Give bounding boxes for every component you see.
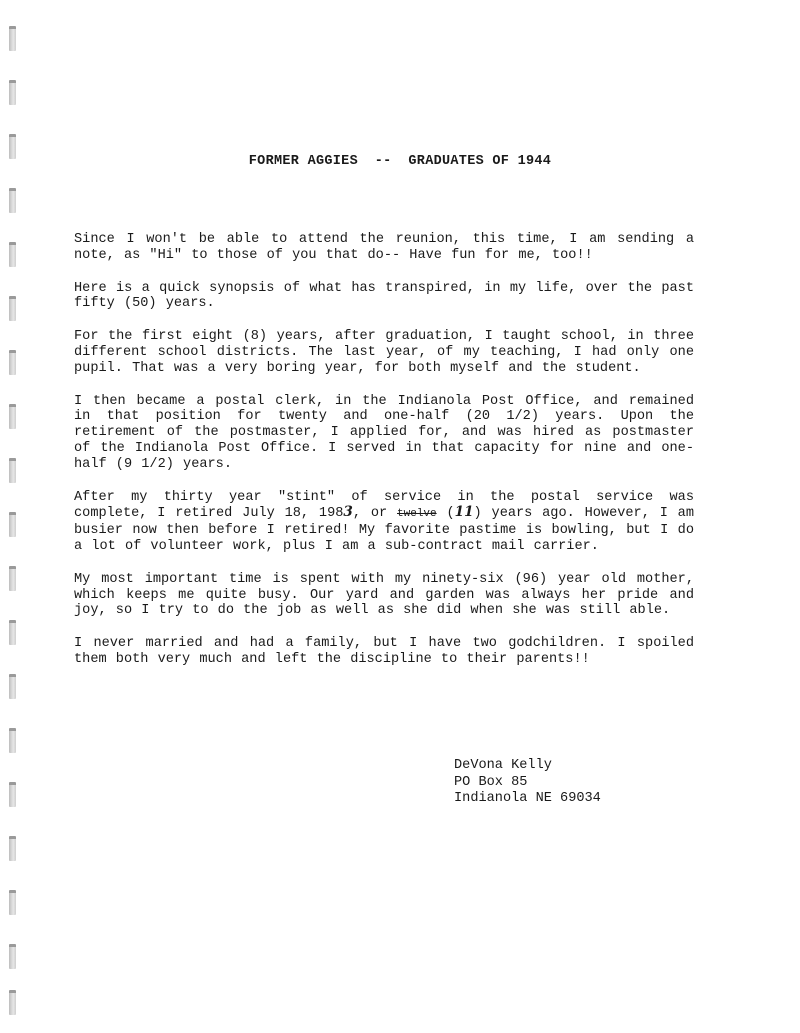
signature-address-line1: PO Box 85 — [454, 774, 528, 790]
binder-hole — [9, 836, 16, 861]
binder-hole — [9, 404, 16, 429]
binder-hole — [9, 242, 16, 267]
signature-name: DeVona Kelly — [454, 758, 552, 773]
binder-hole — [9, 890, 16, 915]
binder-hole — [9, 512, 16, 537]
binder-hole — [9, 80, 16, 105]
binder-hole — [9, 782, 16, 807]
letter-body — [74, 232, 694, 685]
struck-out-word: twelve — [397, 508, 437, 521]
paragraph-synopsis: Here is a quick synopsis of what has transpired, in my life, over the past fifty (50) years. — [74, 280, 694, 312]
binder-hole — [9, 674, 16, 699]
binder-hole — [9, 728, 16, 753]
binder-hole — [9, 350, 16, 375]
binder-hole — [9, 990, 16, 1015]
handwritten-correction-digit: 3 — [343, 504, 353, 521]
paragraph-teaching: For the first eight (8) years, after graduation, I taught school, in three different school districts. The last year, of my teaching, I had only one pupil. That was a very boring year, for both myself and the student. — [74, 329, 694, 376]
binder-hole — [9, 944, 16, 969]
signature-address-line2: Indianola NE 69034 — [454, 791, 601, 806]
paragraph-family: I never married and had a family, but I have two godchildren. I spoiled them both very much and left the discipline to their parents!! — [74, 636, 694, 667]
binder-hole — [9, 458, 16, 483]
binder-hole — [9, 188, 16, 213]
retirement-text-middle: , or — [352, 506, 398, 522]
binder-hole — [9, 26, 16, 51]
page-title: FORMER AGGIES -- GRADUATES OF 1944 — [248, 154, 552, 169]
paragraph-mother: My most important time is spent with my ninety-six (96) year old mother, which keeps me quite busy. Our yard and garden was always her pride and joy, so I try to do the job as well as she did when she was still able. — [74, 571, 694, 619]
retirement-text-start: After my thirty year "stint" of service in the postal service was complete, I retired July 18, 198 — [74, 489, 694, 522]
binder-hole — [9, 296, 16, 321]
binder-hole — [9, 620, 16, 645]
paragraph-greeting: Since I won't be able to attend the reunion, this time, I am sending a note, as "Hi" to those of you that do-- Have fun for me, too!! — [74, 232, 694, 263]
paragraph-retirement — [74, 490, 694, 555]
open-paren: ( — [436, 506, 455, 522]
retirement-text-end: ) years ago. However, I am busier now then before I retired! My favorite pastime is bowling, but I do a lot of volunteer work, plus I am a sub-contract mail carrier. — [74, 506, 694, 554]
binder-hole — [9, 566, 16, 591]
signature-block — [454, 758, 601, 808]
handwritten-correction-number: 11 — [454, 504, 474, 521]
paragraph-postal-career: I then became a postal clerk, in the Indianola Post Office, and remained in that position for twenty and one-half (20 1/2) years. Upon the retirement of the postmaster, I applied for, and was hired as postmaster of the Indianola Post Office. I served in that capacity for nine and one-half (9 1/2) years. — [74, 393, 694, 472]
